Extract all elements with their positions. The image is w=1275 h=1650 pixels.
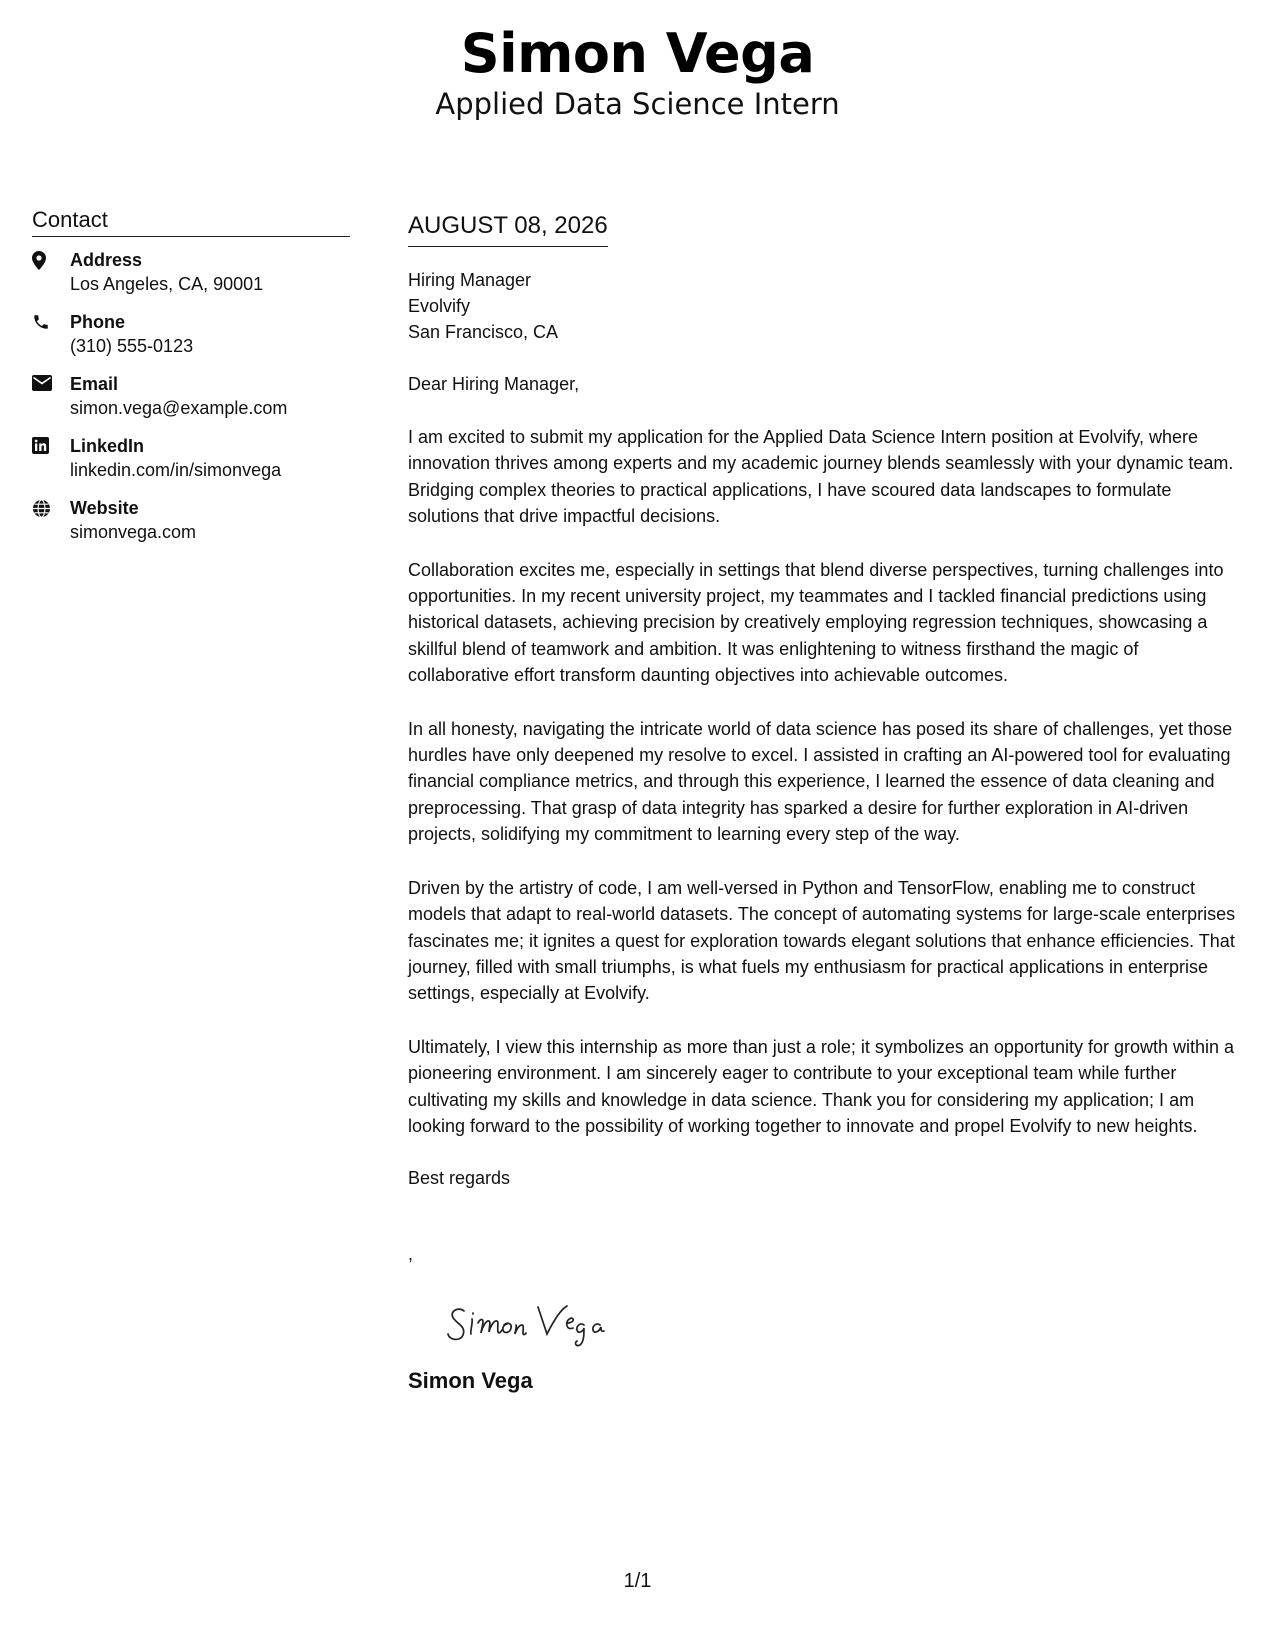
handwritten-signature (446, 1289, 1240, 1349)
letter-paragraph: In all honesty, navigating the intricate world of data science has posed its share of challenges, yet those hurdles have only deepened my resolve to excel. I assisted in crafting an AI-powered tool for evaluating financial compliance metrics, and through this experience, I learned the essence of data cleaning and preprocessing. That grasp of data integrity has sparked a desire for further exploration in AI-driven projects, solidifying my commitment to learning every step of the way. (408, 718, 1233, 845)
recipient-block (408, 267, 1240, 345)
letter-date: AUGUST 08, 2026 (408, 210, 608, 247)
contact-item-phone (32, 311, 350, 359)
globe-icon (32, 497, 70, 518)
letter-paragraph: Driven by the artistry of code, I am well-versed in Python and TensorFlow, enabling me to construct models that adapt to real-world datasets. The concept of automating systems for large-scale enterprises fascinates me; it ignites a quest for exploration towards elegant solutions that enhance efficiencies. That journey, filled with small triumphs, is what fuels my enthusiasm for practical applications in enterprise settings, especially at Evolvify. (408, 877, 1236, 1004)
envelope-icon (32, 373, 70, 391)
recipient-company: Evolvify (408, 296, 471, 316)
page-number: 1/1 (623, 1570, 652, 1592)
contact-value-address: Los Angeles, CA, 90001 (70, 274, 264, 294)
contact-item-linkedin (32, 435, 350, 483)
letter-paragraph: Collaboration excites me, especially in settings that blend diverse perspectives, turning challenges into opportunities. In my recent university project, my teammates and I tackled financial predictions using historical datasets, achieving precision by creatively employing regression techniques, showcasing a skillful blend of teamwork and ambition. It was enlightening to witness firsthand the magic of collaborative effort transform daunting objectives into achievable outcomes. (408, 559, 1224, 686)
contact-label-phone: Phone (70, 312, 126, 332)
contact-item-website (32, 497, 350, 545)
signer-name: Simon Vega (408, 1368, 533, 1394)
linkedin-icon (32, 435, 70, 454)
contact-value-phone: (310) 555-0123 (70, 336, 194, 356)
phone-icon (32, 311, 70, 331)
contact-label-email: Email (70, 374, 119, 394)
contact-heading: Contact (32, 206, 350, 237)
map-pin-icon (32, 249, 70, 270)
contact-item-email (32, 373, 350, 421)
letter-greeting: Dear Hiring Manager, (408, 374, 580, 394)
letter-closing: Best regards (408, 1168, 511, 1189)
closing-comma: , (408, 1244, 414, 1265)
applicant-role: Applied Data Science Intern (435, 87, 840, 121)
contact-value-email[interactable]: simon.vega@example.com (70, 398, 288, 418)
applicant-name: Simon Vega (460, 22, 815, 85)
contact-sidebar (32, 206, 350, 559)
letter-header (0, 22, 1275, 122)
contact-label-website: Website (70, 498, 139, 518)
contact-item-address (32, 249, 350, 297)
recipient-location: San Francisco, CA (408, 322, 559, 342)
contact-value-website[interactable]: simonvega.com (70, 522, 197, 542)
contact-value-linkedin[interactable]: linkedin.com/in/simonvega (70, 460, 282, 480)
recipient-title: Hiring Manager (408, 270, 532, 290)
contact-label-address: Address (70, 250, 143, 270)
letter-paragraph: I am excited to submit my application for the Applied Data Science Intern position at Evolvify, where innovation thrives among experts and my academic journey blends seamlessly with your dynamic team. Bridging complex theories to practical applications, I have scoured data landscapes to formulate solutions that drive impactful decisions. (408, 427, 1234, 527)
signature-drawing (446, 1289, 636, 1349)
letter-body (408, 210, 1240, 1395)
contact-list (32, 249, 350, 545)
contact-label-linkedin: LinkedIn (70, 436, 145, 456)
letter-paragraph: Ultimately, I view this internship as more than just a role; it symbolizes an opportunity for growth within a pioneering environment. I am sincerely eager to contribute to your exceptional team while further cultivating my skills and knowledge in data science. Thank you for considering my application; I am looking forward to the possibility of working together to innovate and propel Evolvify to new heights. (408, 1036, 1235, 1136)
